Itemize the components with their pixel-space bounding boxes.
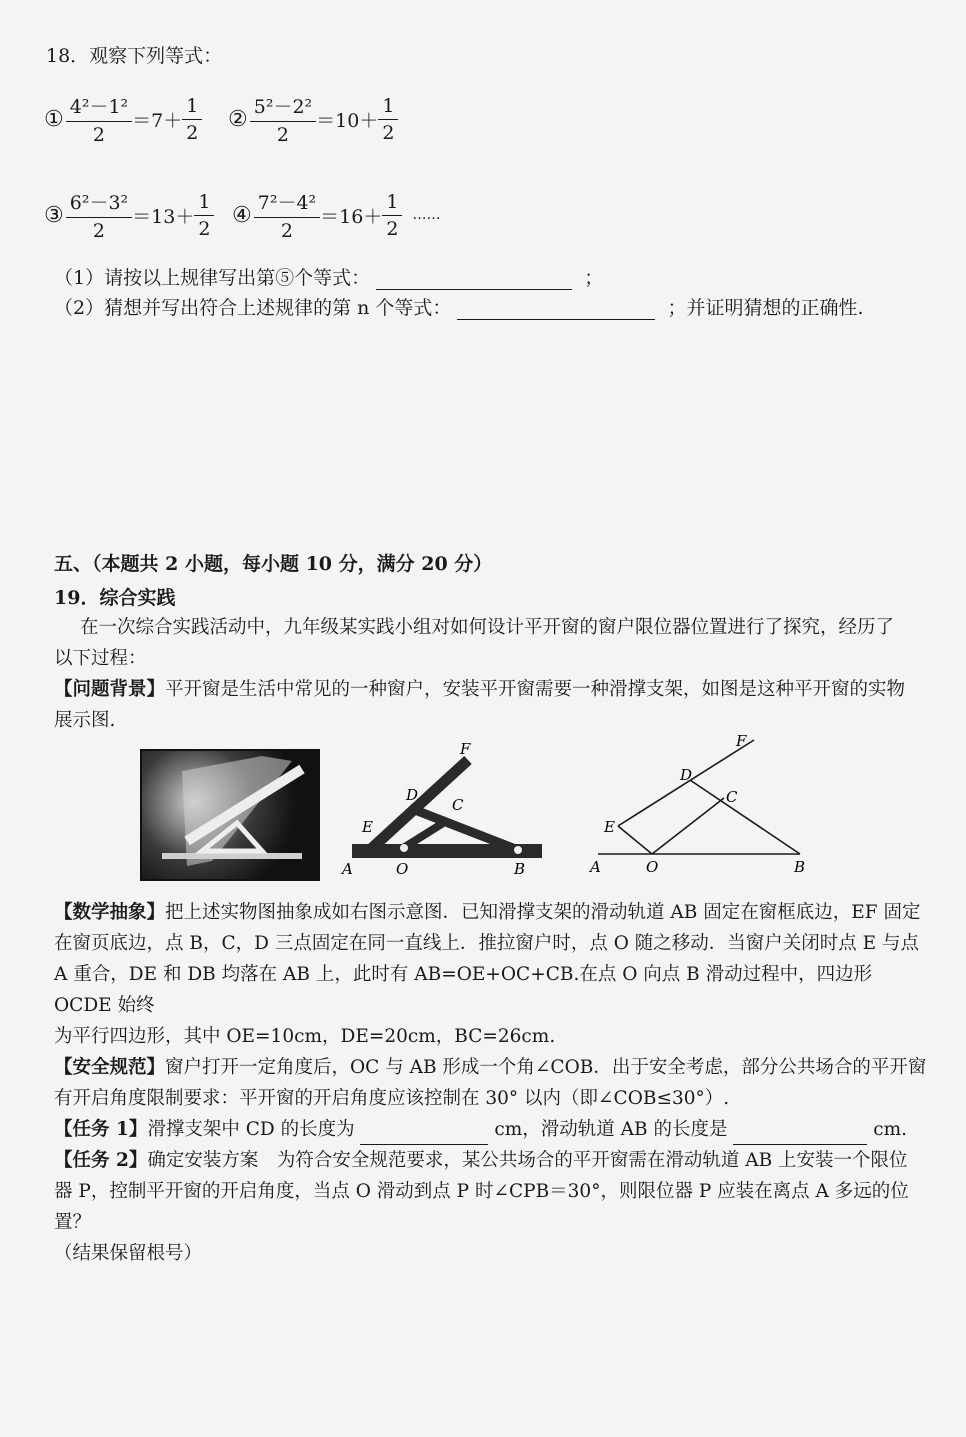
equation-3 xyxy=(44,188,214,242)
eq-fraction xyxy=(66,188,132,242)
abstraction-line: 在窗页底边，点 B，C，D 三点固定在同一直线上．推拉窗户时，点 O 随之移动．当窗户关闭时点 E 与点 xyxy=(54,933,920,954)
segment-eo xyxy=(618,826,652,854)
abstraction-line: A 重合，DE 和 DB 均落在 AB 上，此时有 AB=OE+OC+CB.在点 O 向点 B 滑动过程中，四边形 OCDE 始终 xyxy=(54,964,873,1016)
label-a: A xyxy=(590,858,601,876)
label-c: C xyxy=(726,788,738,806)
label-b: B xyxy=(514,860,526,878)
q19-intro xyxy=(54,612,924,736)
numerator: 6²－3² xyxy=(66,188,132,218)
numerator: 1 xyxy=(194,191,214,216)
task2-line: 器 P，控制平开窗的开启角度，当点 O 滑动到点 P 时∠CPB＝30°，则限位器 P 应装在离点 A 多远的位置？ xyxy=(54,1181,909,1233)
answer-blank[interactable] xyxy=(457,301,655,320)
eq-rhs: ＝10＋ xyxy=(316,109,379,132)
label-a: A xyxy=(342,860,353,878)
tag: 【任务 1】 xyxy=(54,1119,148,1140)
eq-label: ② xyxy=(228,106,248,132)
eq-fraction xyxy=(254,188,320,242)
ab-answer-blank[interactable] xyxy=(733,1126,867,1145)
hinge-sketch xyxy=(338,740,550,880)
eq-fraction xyxy=(250,92,316,146)
background-line: 展示图. xyxy=(54,710,116,731)
denominator: 2 xyxy=(92,220,105,242)
eq-rhs: ＝7＋ xyxy=(132,109,183,132)
photo-drawing xyxy=(142,751,318,879)
text: 把上述实物图抽象成如右图示意图．已知滑撑支架的滑动轨道 AB 固定在窗框底边，EF 固定 xyxy=(165,902,921,923)
q18-part2 xyxy=(54,296,864,320)
text: 平开窗是生活中常见的一种窗户，安装平开窗需要一种滑撑支架，如图是这种平开窗的实物 xyxy=(165,679,906,700)
safety-line xyxy=(54,1052,934,1083)
eq-fraction xyxy=(66,92,132,146)
text: 滑撑支架中 CD 的长度为 xyxy=(147,1119,355,1140)
numerator: 1 xyxy=(382,191,402,216)
eq-label: ③ xyxy=(44,202,64,228)
safety-line: 有开启角度限制要求：平开窗的开启角度应该控制在 30° 以内（即∠COB≤30°）. xyxy=(54,1088,730,1109)
eq-half xyxy=(194,191,214,240)
q18-part1 xyxy=(54,266,603,290)
part1-end: ； xyxy=(584,267,604,289)
tag: 【任务 2】 xyxy=(54,1150,148,1171)
equation-4 xyxy=(232,188,440,242)
label-f: F xyxy=(460,740,471,758)
label-o: O xyxy=(396,860,409,878)
equation-2 xyxy=(228,92,398,146)
denominator: 2 xyxy=(280,220,293,242)
pivot-o xyxy=(400,844,408,852)
part2-end: ；并证明猜想的正确性. xyxy=(667,297,864,319)
eq-label: ① xyxy=(44,106,64,132)
tag: 【问题背景】 xyxy=(54,679,166,700)
q19-heading: 19．综合实践 xyxy=(54,587,176,609)
tag: 【安全规范】 xyxy=(54,1057,166,1078)
label-d: D xyxy=(680,766,693,784)
background-line xyxy=(54,674,924,705)
label-e: E xyxy=(362,818,373,836)
task1-line xyxy=(54,1114,934,1145)
task2-line: （结果保留根号） xyxy=(54,1243,203,1264)
text: 确定安装方案 为符合安全规范要求，某公共场合的平开窗需在滑动轨道 AB 上安装一个限位 xyxy=(147,1150,908,1171)
abstraction-line xyxy=(54,897,934,928)
eq-half xyxy=(378,95,398,144)
task2-line xyxy=(54,1145,934,1176)
segment-db xyxy=(690,780,800,854)
equation-1 xyxy=(44,92,202,146)
numerator: 7²－4² xyxy=(254,188,320,218)
tag: 【数学抽象】 xyxy=(54,902,166,923)
denominator: 2 xyxy=(92,124,105,146)
denominator: 2 xyxy=(382,121,395,144)
part2-text: （2）猜想并写出符合上述规律的第 n 个等式： xyxy=(54,297,452,319)
numerator: 4²－1² xyxy=(66,92,132,122)
abstraction-line: 为平行四边形，其中 OE=10cm，DE=20cm，BC=26cm. xyxy=(54,1026,556,1047)
text: 窗户打开一定角度后，OC 与 AB 形成一个角∠COB．出于安全考虑，部分公共场合的平开窗 xyxy=(165,1057,927,1078)
answer-blank[interactable] xyxy=(376,271,572,290)
label-b: B xyxy=(794,858,806,876)
ellipsis: …… xyxy=(412,207,441,223)
intro-line: 在一次综合实践活动中，九年级某实践小组对如何设计平开窗的窗户限位器位置进行了探究，经历了 xyxy=(80,617,895,638)
cd-answer-blank[interactable] xyxy=(360,1126,488,1145)
part1-text: （1）请按以上规律写出第⑤个等式： xyxy=(54,267,371,289)
denominator: 2 xyxy=(386,217,399,240)
label-f: F xyxy=(736,732,747,750)
numerator: 5²－2² xyxy=(250,92,316,122)
eq-label: ④ xyxy=(232,202,252,228)
text: cm，滑动轨道 AB 的长度是 xyxy=(494,1119,728,1140)
pivot-b xyxy=(514,846,522,854)
geometry-diagram xyxy=(584,730,824,878)
denominator: 2 xyxy=(276,124,289,146)
section-heading: 五、（本题共 2 小题，每小题 10 分，满分 20 分） xyxy=(54,553,493,575)
text: cm. xyxy=(873,1119,908,1140)
numerator: 1 xyxy=(182,95,202,120)
q18-heading: 18．观察下列等式： xyxy=(46,45,223,67)
label-e: E xyxy=(604,818,615,836)
window-photo xyxy=(140,749,320,881)
label-c: C xyxy=(452,796,464,814)
eq-half xyxy=(382,191,402,240)
intro-line: 以下过程： xyxy=(54,648,147,669)
eq-half xyxy=(182,95,202,144)
numerator: 1 xyxy=(378,95,398,120)
q19-body xyxy=(54,897,934,1269)
eq-rhs: ＝16＋ xyxy=(320,205,383,228)
denominator: 2 xyxy=(186,121,199,144)
denominator: 2 xyxy=(198,217,211,240)
segment-oc xyxy=(652,798,724,854)
label-d: D xyxy=(406,786,419,804)
eq-rhs: ＝13＋ xyxy=(132,205,195,228)
label-o: O xyxy=(646,858,659,876)
